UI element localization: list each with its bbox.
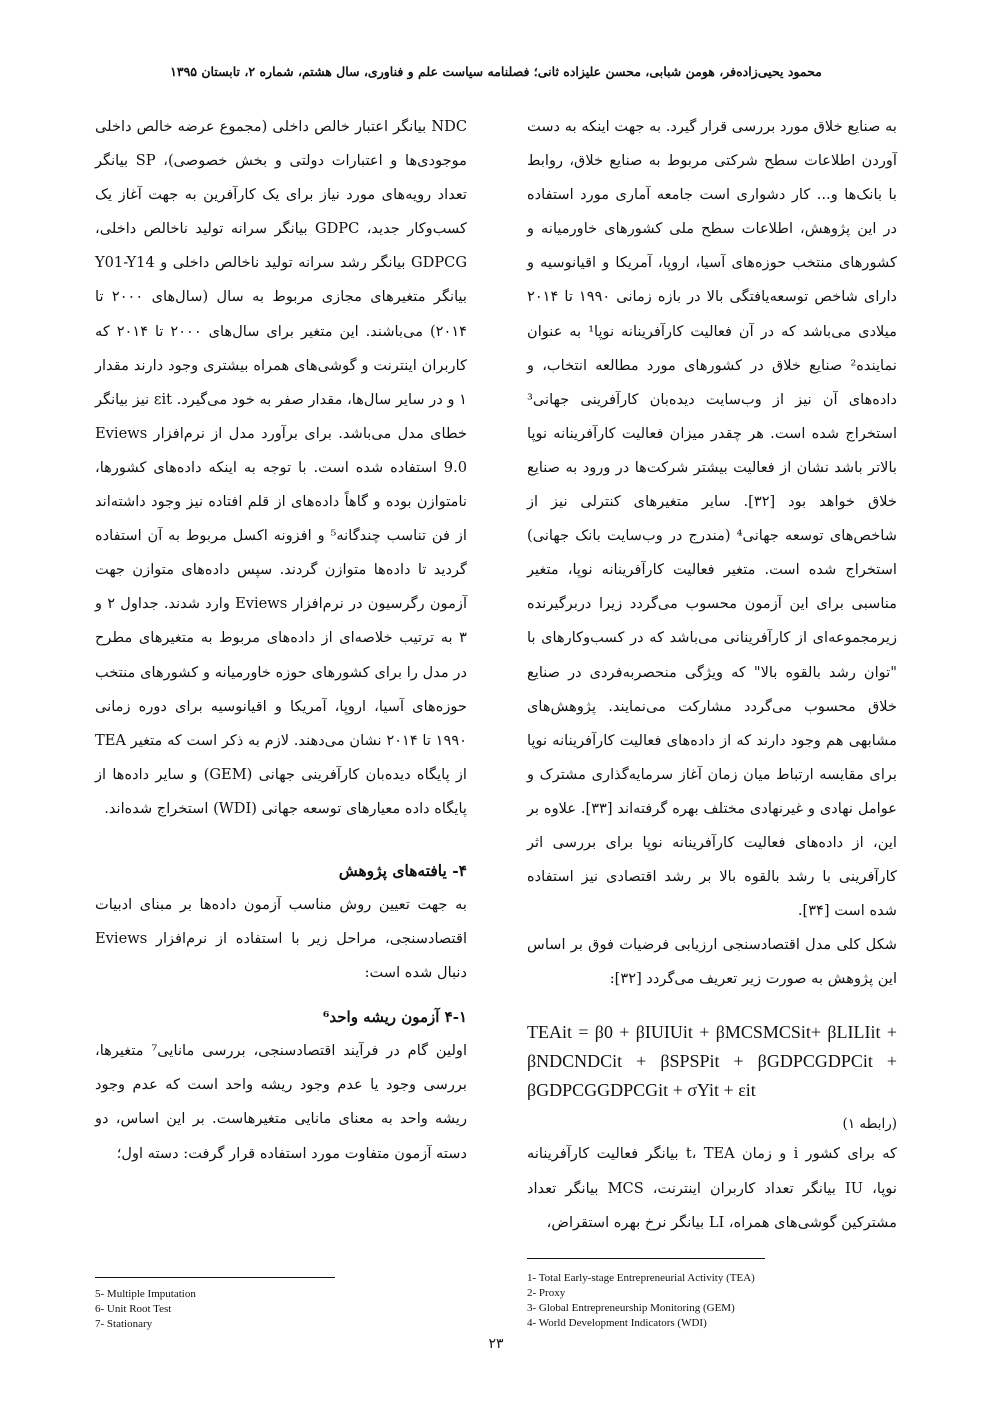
- footnotes-right: [527, 1271, 897, 1331]
- right-column: [527, 110, 897, 1240]
- footnote: 6- Unit Root Test: [95, 1303, 172, 1315]
- body-paragraph: به صنایع خلاق مورد بررسی قرار گیرد. به جهت اینکه به دست آوردن اطلاعات سطح شرکتی مربوط به صنایع خلاق، روابط با بانک‌ها و... کار دشواری است جامعه آماری مورد استفاده در این پژوهش، اطلاعات سطح ملی کشورهای خاورمیانه و کشورهای منتخب حوزه‌های آسیا، اروپا، آمریکا و اقیانوسیه و دارای شاخص توسعه‌یافتگی بالا در بازه زمانی ۱۹۹۰ تا ۲۰۱۴ میلادی می‌باشد که در آن فعالیت کارآفرینانه نوپا¹ به عنوان نماینده² صنایع خلاق در کشورهای مورد مطالعه انتخاب، و داده‌های آن نیز از وب‌سایت دیده‌بان کارآفرینی جهانی³ استخراج شده است. هر چقدر میزان فعالیت کارآفرینانه نوپا بالاتر باشد نشان از فعالیت بیشتر شرکت‌ها در ورود به صنایع خلاق خواهد بود [۳۲]. سایر متغیرهای کنترلی نیز از شاخص‌های توسعه جهانی⁴ (مندرج در وب‌سایت بانک جهانی) استخراج شده است. متغیر فعالیت کارآفرینانه نوپا، متغیر مناسبی برای این آزمون محسوب می‌گردد زیرا دربرگیرنده زیرمجموعه‌ای از کارآفرینانی می‌باشد که در کسب‌وکارهای با "توان رشد بالقوه بالا" که ویژگی منحصربه‌فردی در صنایع خلاق محسوب می‌گردد مشارکت می‌نمایند. پژوهش‌های مشابهی هم وجود دارند که از داده‌های فعالیت کارآفرینانه نوپا برای مقایسه ارتباط میان زمان آغاز سرمایه‌گذاری مشترک و عوامل نهادی و غیرنهادی مختلف بهره گرفته‌اند [۳۳]. علاوه بر این، از داده‌های فعالیت کارآفرینانه نوپا برای بررسی اثر کارآفرینی با رشد بالقوه بالا بر رشد اقتصادی نیز استفاده شده است [۳۴].: [527, 118, 898, 920]
- running-header: محمود یحیی‌زاده‌فر، هومن شبابی، محسن علیزاده ثانی؛ فصلنامه سیاست علم و فناوری، سال هشتم، شماره ۲، تابستان ۱۳۹۵: [170, 64, 822, 79]
- body-paragraph: اولین گام در فرآیند اقتصادسنجی، بررسی مانایی⁷ متغیرها، بررسی وجود یا عدم وجود ریشه واحد است که عدم وجود ریشه واحد به معنای مانایی متغیرهاست. بر این اساس، دو دسته آزمون متفاوت مورد استفاده قرار گرفت: دسته اول؛: [95, 1042, 467, 1162]
- footnote: 4- World Development Indicators (WDI): [527, 1317, 707, 1329]
- equation-label: (رابطه ۱): [842, 1116, 897, 1133]
- footnote: 5- Multiple Imputation: [95, 1288, 196, 1300]
- body-paragraph: به جهت تعیین روش مناسب آزمون داده‌ها بر مبنای ادبیات اقتصادسنجی، مراحل زیر با استفاده از نرم‌افزار Eviews دنبال شده است:: [95, 895, 467, 982]
- footnote: 1- Total Early-stage Entrepreneurial Activity (TEA): [527, 1272, 755, 1284]
- page-number: ۲۳: [488, 1336, 504, 1352]
- left-column: [95, 110, 467, 1171]
- body-paragraph: NDC بیانگر اعتبار خالص داخلی (مجموع عرضه خالص داخلی موجودی‌ها و اعتبارات دولتی و بخش خصوصی)، SP بیانگر تعداد رویه‌های مورد نیاز برای یک کارآفرین به جهت آغاز یک کسب‌وکار جدید، GDPC بیانگر سرانه تولید ناخالص داخلی، GDPCG بیانگر رشد سرانه تولید ناخالص داخلی و Y01-Y14 بیانگر متغیرهای مجازی مربوط به سال (سال‌های ۲۰۰۰ تا ۲۰۱۴) می‌باشند. این متغیر برای سال‌های ۲۰۰۰ تا ۲۰۱۴ که کاربران اینترنت و گوشی‌های همراه بیشتری وجود دارند مقدار ۱ و در سایر سال‌ها، مقدار صفر به خود می‌گیرد. εit نیز بیانگر خطای مدل می‌باشد. برای برآورد مدل از نرم‌افزار Eviews 9.0 استفاده شده است. با توجه به اینکه داده‌های کشورها، نامتوازن بوده و گاهاً داده‌های از قلم افتاده نیز وجود داشته‌اند از فن تناسب چندگانه⁵ و افزونه اکسل مربوط به آن استفاده گردید تا داده‌ها متوازن گردند. سپس داده‌های متوازن جهت آزمون رگرسیون در نرم‌افزار Eviews وارد شدند. جداول ۲ و ۳ به ترتیب خلاصه‌ای از داده‌های مربوط به متغیرهای مطرح در مدل را برای کشورهای حوزه خاورمیانه و کشورهای منتخب حوزه‌های آسیا، اروپا، آمریکا و اقیانوسیه برای دوره زمانی ۱۹۹۰ تا ۲۰۱۴ نشان می‌دهند. لازم به ذکر است که متغیر TEA از پایگاه دیده‌بان کارآفرینی جهانی (GEM) و سایر داده‌ها از پایگاه داده معیارهای توسعه جهانی (WDI) استخراج شده‌اند.: [95, 118, 468, 817]
- regression-equation: TEAit = β0 + βIUIUit + βMCSMCSit+ βLILIit + βNDCNDCit + βSPSPit + βGDPCGDPCit + βGDPCGGDPCGit + σYit + εit: [527, 1022, 897, 1101]
- footnote-divider: [527, 1258, 765, 1259]
- footnote: 3- Global Entrepreneurship Monitoring (GEM): [527, 1302, 735, 1314]
- footnote-divider: [95, 1277, 335, 1278]
- footnote: 2- Proxy: [527, 1287, 566, 1299]
- subsection-heading: ۴-۱ آزمون ریشه واحد⁶: [322, 1008, 467, 1027]
- body-paragraph: شکل کلی مدل اقتصادسنجی ارزیابی فرضیات فوق بر اساس این پژوهش به صورت زیر تعریف می‌گردد [۳۲]:: [527, 936, 897, 988]
- section-heading: ۴- یافته‌های پژوهش: [338, 860, 467, 880]
- footnotes-left: [95, 1287, 395, 1332]
- footnote: 7- Stationary: [95, 1318, 153, 1330]
- body-paragraph: که برای کشور i و زمان t، TEA بیانگر فعالیت کارآفرینانه نوپا، IU بیانگر تعداد کاربران اینترنت، MCS بیانگر تعداد مشترکین گوشی‌های همراه، LI بیانگر نرخ بهره استقراض،: [527, 1145, 897, 1231]
